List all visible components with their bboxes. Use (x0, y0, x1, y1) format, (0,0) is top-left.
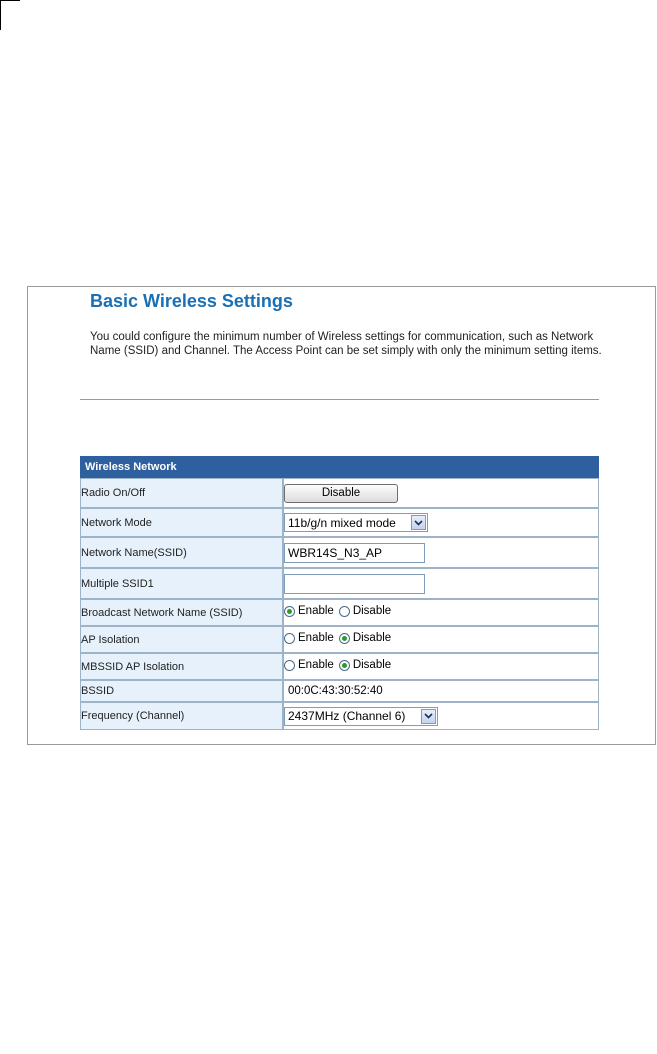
broadcast-enable-option[interactable] (284, 605, 334, 617)
ap-isolation-disable-radio[interactable] (339, 633, 350, 644)
broadcast-disable-option[interactable] (339, 605, 391, 617)
ap-isolation-label: AP Isolation (80, 626, 283, 653)
wireless-network-table (80, 456, 599, 730)
table-row (80, 680, 599, 702)
mbssid-isolation-cell (283, 653, 599, 680)
frequency-value: 2437MHz (Channel 6) (288, 709, 406, 723)
broadcast-disable-radio[interactable] (339, 606, 350, 617)
frequency-label: Frequency (Channel) (80, 702, 283, 730)
table-row (80, 568, 599, 599)
mbssid-isolation-disable-radio[interactable] (339, 660, 350, 671)
ssid-cell (283, 537, 599, 568)
radio-disable-button[interactable]: Disable (284, 484, 398, 503)
multiple-ssid1-input[interactable] (284, 574, 425, 594)
ssid-label: Network Name(SSID) (80, 537, 283, 568)
mbssid-isolation-label: MBSSID AP Isolation (80, 653, 283, 680)
table-row (80, 626, 599, 653)
ap-isolation-enable-radio[interactable] (284, 633, 295, 644)
mbssid-isolation-enable-option[interactable] (284, 659, 334, 671)
page-title: Basic Wireless Settings (90, 291, 293, 311)
mbssid-isolation-enable-label: Enable (298, 659, 334, 672)
mbssid-isolation-enable-radio[interactable] (284, 660, 295, 671)
ap-isolation-cell (283, 626, 599, 653)
table-row (80, 702, 599, 730)
mbssid-isolation-disable-label: Disable (352, 659, 392, 672)
table-row (80, 599, 599, 626)
broadcast-enable-label: Enable (298, 605, 334, 618)
network-mode-label: Network Mode (80, 508, 283, 537)
ap-isolation-enable-label: Enable (298, 632, 334, 645)
bssid-label: BSSID (80, 680, 283, 702)
crop-mark (0, 0, 20, 30)
broadcast-ssid-label: Broadcast Network Name (SSID) (80, 599, 283, 626)
settings-panel (27, 286, 656, 745)
multiple-ssid1-cell (283, 568, 599, 599)
multiple-ssid1-label: Multiple SSID1 (80, 568, 283, 599)
radio-cell (283, 478, 599, 508)
table-row (80, 508, 599, 537)
ssid-input[interactable]: WBR14S_N3_AP (284, 543, 425, 563)
network-mode-value: 11b/g/n mixed mode (288, 515, 396, 530)
ap-isolation-enable-option[interactable] (284, 632, 334, 644)
broadcast-ssid-cell (283, 599, 599, 626)
chevron-down-icon[interactable] (421, 709, 436, 724)
bssid-cell (283, 680, 599, 702)
frequency-cell (283, 702, 599, 730)
frequency-select[interactable] (284, 707, 438, 726)
mbssid-isolation-disable-option[interactable] (339, 659, 391, 671)
table-row (80, 537, 599, 568)
page-description: You could configure the minimum number of Wireless settings for communication, such as Network Name (SSID) and Channel. The Access Point can be set simply with only the minimum setting items. (90, 331, 602, 357)
table-header: Wireless Network (80, 456, 599, 478)
bssid-value: 00:0C:43:30:52:40 (288, 685, 383, 697)
network-mode-cell (283, 508, 599, 537)
broadcast-disable-label: Disable (352, 605, 392, 618)
network-mode-select[interactable] (284, 513, 428, 532)
ap-isolation-disable-option[interactable] (339, 632, 391, 644)
broadcast-enable-radio[interactable] (284, 606, 295, 617)
table-row (80, 653, 599, 680)
radio-label: Radio On/Off (80, 478, 283, 508)
ap-isolation-disable-label: Disable (352, 632, 392, 645)
divider (80, 399, 599, 400)
chevron-down-icon[interactable] (411, 515, 426, 530)
table-row (80, 478, 599, 508)
